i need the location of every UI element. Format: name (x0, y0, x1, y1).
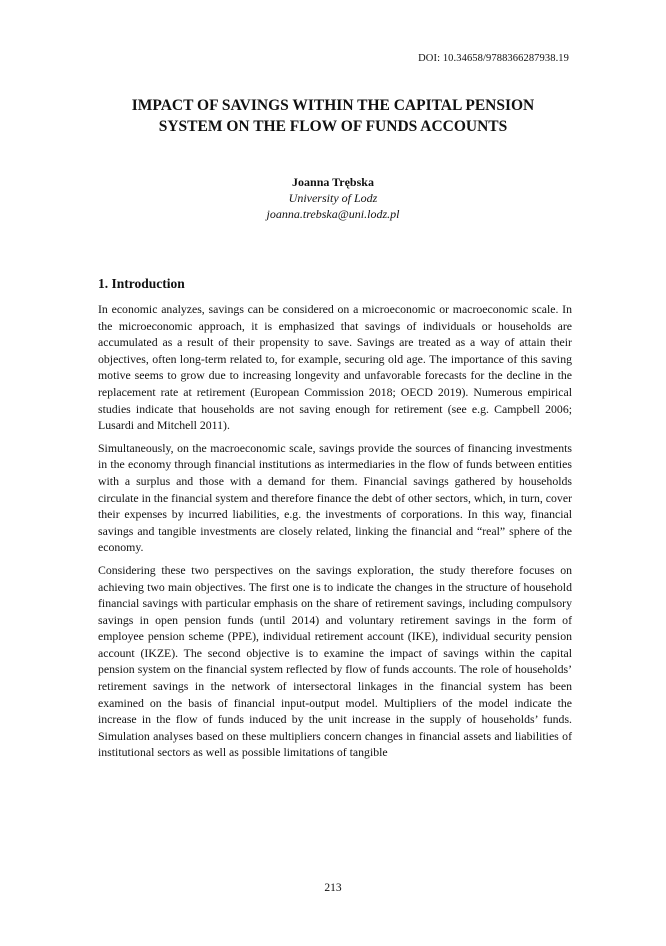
page-number: 213 (324, 882, 342, 894)
author-block (98, 174, 568, 222)
doi-label: DOI: 10.34658/9788366287938.19 (418, 53, 569, 64)
author-email: joanna.trebska@uni.lodz.pl (266, 207, 400, 221)
article-title: IMPACT OF SAVINGS WITHIN THE CAPITAL PENSION SYSTEM ON THE FLOW OF FUNDS ACCOUNTS (131, 97, 535, 135)
author-name: Joanna Trębska (292, 175, 374, 189)
paragraph: Simultaneously, on the macroeconomic scale, savings provide the sources of financing investments in the economy through financial institutions as intermediaries in the flow of funds between entities with a surplus and those with a demand for them. Financial savings gathered by households circulate in the financial system and therefore finance the debt of other sectors, which, in turn, cover their expenses by incurred liabilities, e.g. the investments of corporations. In this way, financial savings and tangible investments are closely related, linking the financial and “real” sphere of the economy. (98, 440, 572, 555)
author-affiliation: University of Lodz (288, 191, 378, 205)
paragraph: Considering these two perspectives on the savings exploration, the study therefore focuses on achieving two main objectives. The first one is to indicate the changes in the structure of household financial savings with particular emphasis on the share of retirement savings, including compulsory savings in open pension funds (until 2014) and voluntary retirement savings in the form of employee pension scheme (PPE), individual retirement account (IKE), individual security pension account (IKZE). The second objective is to examine the impact of savings within the capital pension system on the financial system reflected by flow of funds accounts. The role of households’ retirement savings in the network of intersectoral linkages in the financial system has been examined on the basis of financial input-output model. Multipliers of the model indicate the increase in the flow of funds induced by the unit increase in the supply of households’ funds. Simulation analyses based on these multipliers concern changes in financial assets and liabilities of institutional sectors as well as possible limitations of tangible (98, 562, 572, 760)
section-heading: 1. Introduction (98, 276, 185, 291)
paragraph: In economic analyzes, savings can be considered on a microeconomic or macroeconomic scale. In the microeconomic approach, it is emphasized that savings of individuals or households are accumulated as a result of their propensity to save. Savings are treated as a way of attain their objectives, often long-term related to, for example, securing old age. The importance of this saving motive seems to grow due to increasing longevity and unfavorable forecasts for the decline in the replacement rate at retirement (European Commission 2018; OECD 2019). Numerous empirical studies indicate that households are not saving enough for retirement (see e.g. Campbell 2006; Lusardi and Mitchell 2011). (98, 302, 572, 433)
section-body (98, 301, 572, 767)
